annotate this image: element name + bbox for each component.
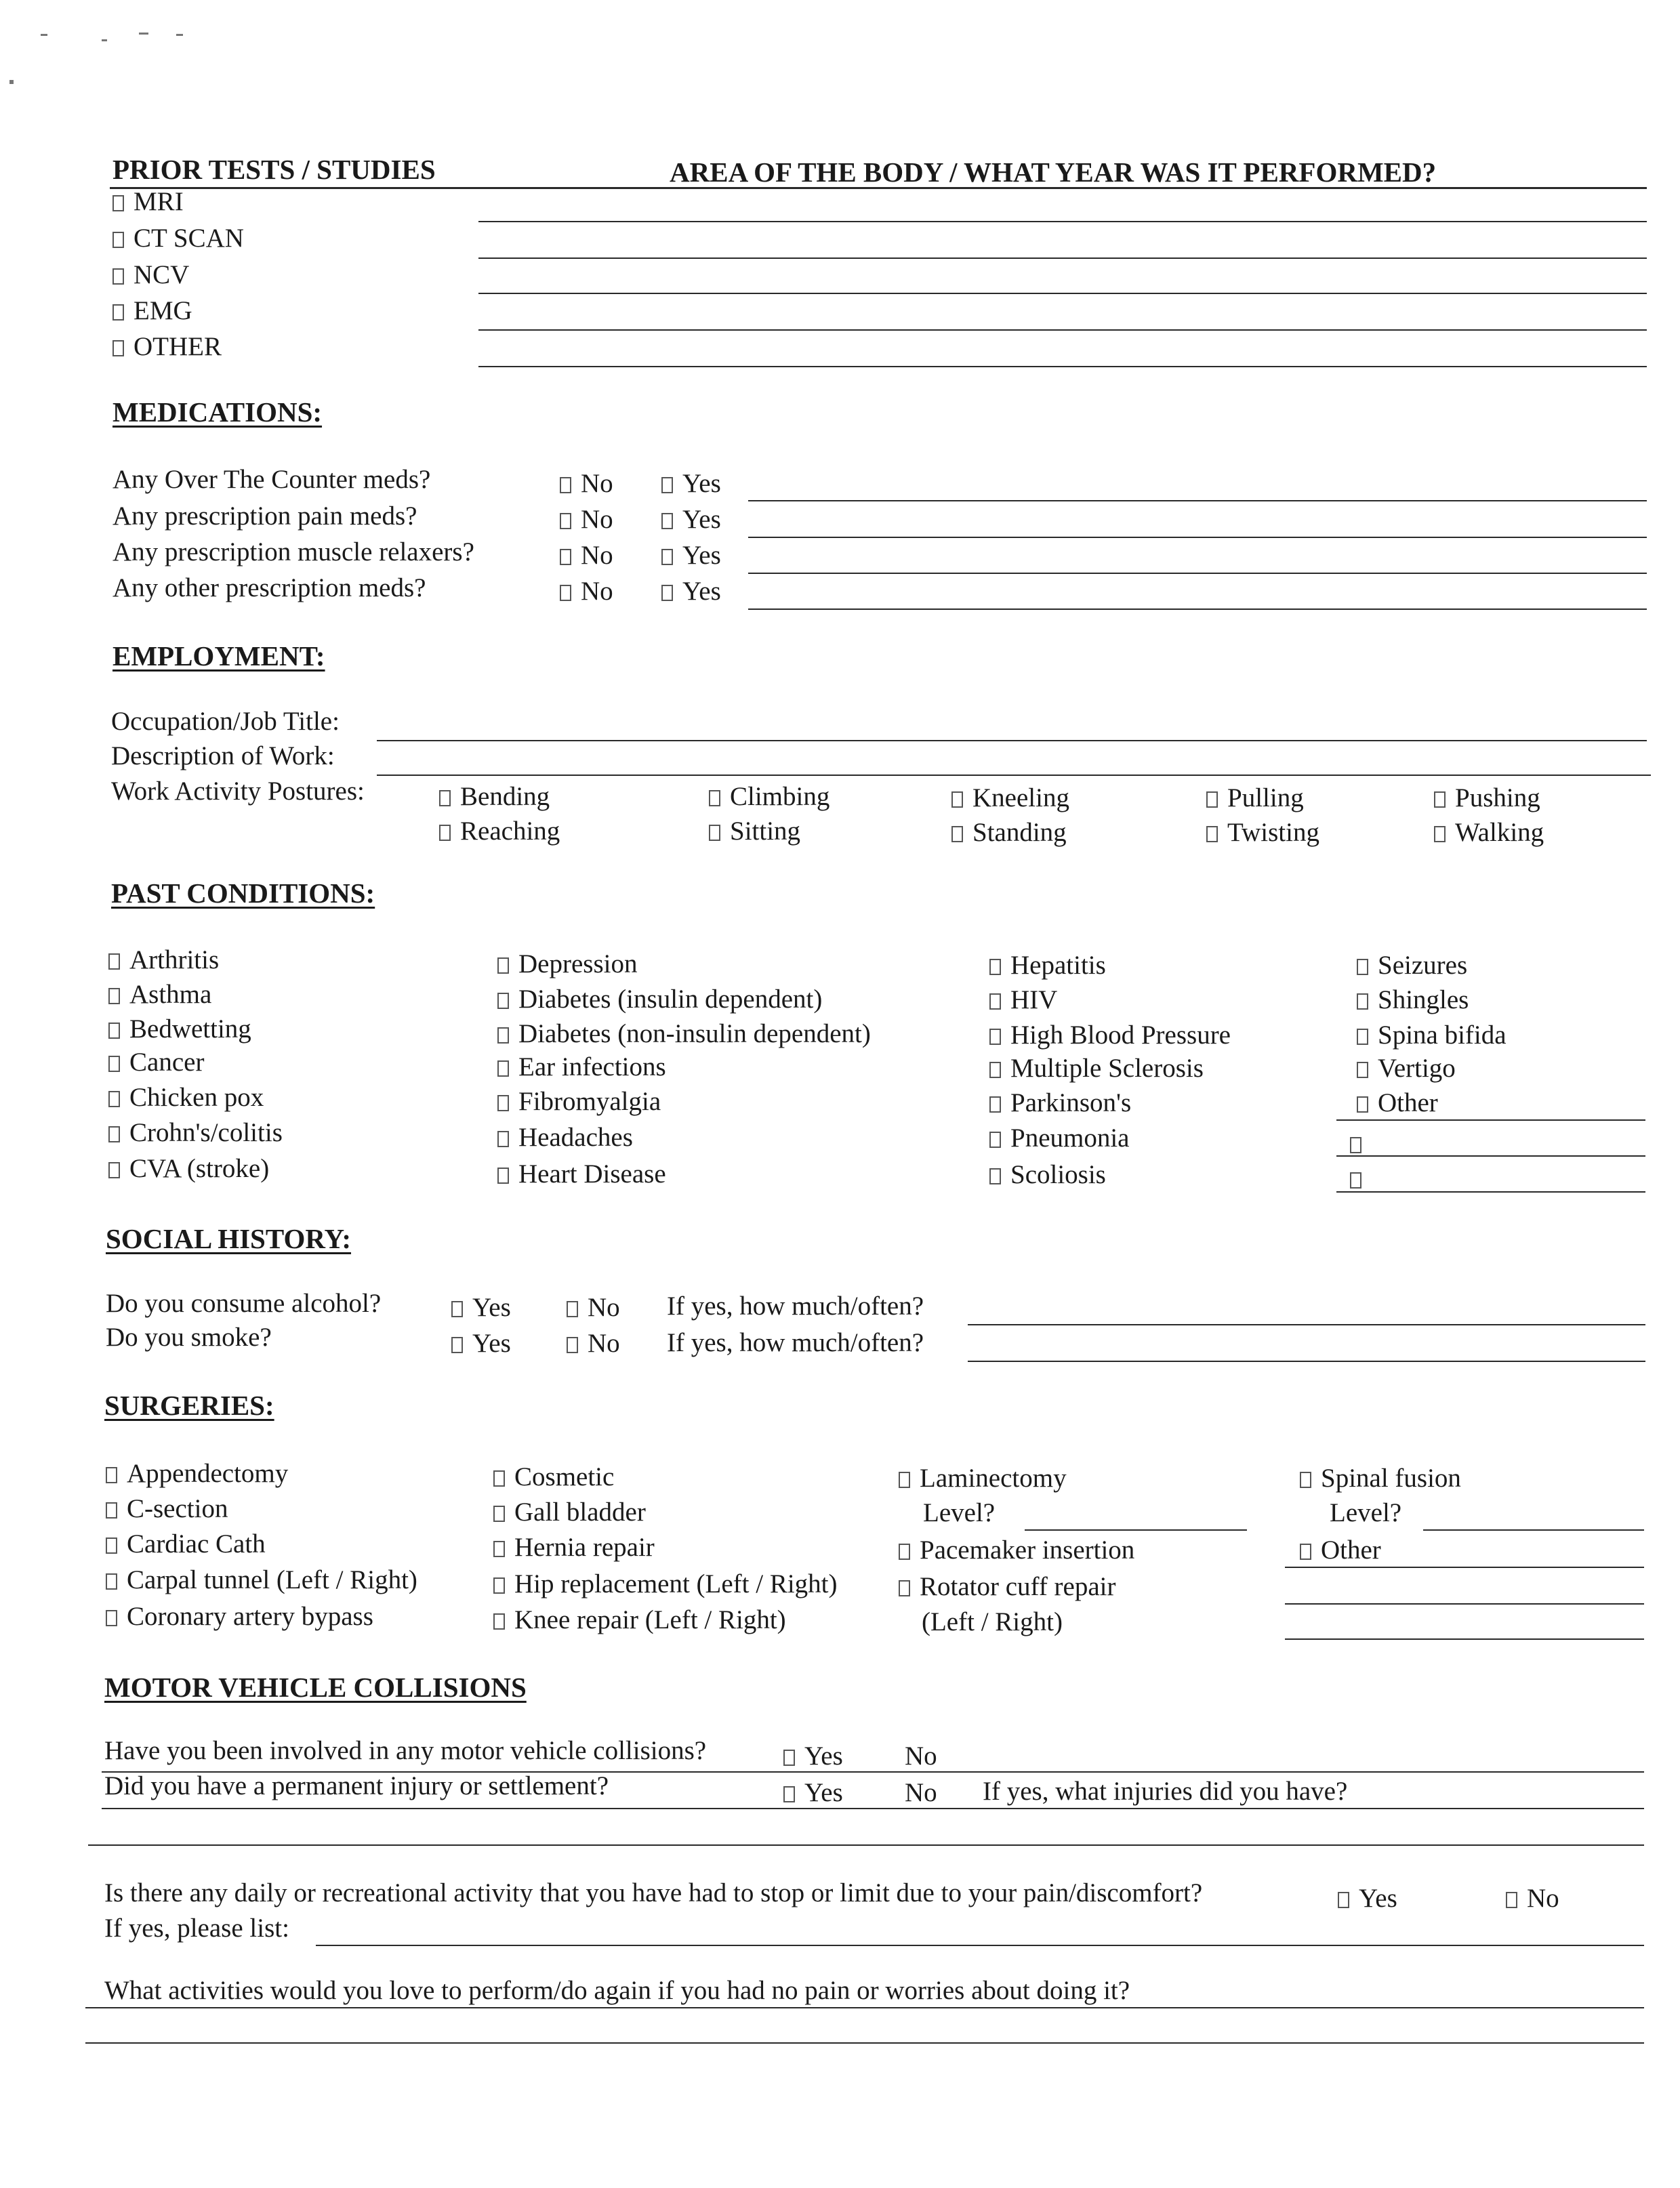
checkbox[interactable]: [661, 477, 673, 493]
surgery-option-spinal-fusion[interactable]: Spinal fusion: [1300, 1465, 1461, 1491]
condition-blank-option[interactable]: [1350, 1130, 1371, 1157]
checkbox[interactable]: [108, 1091, 120, 1107]
checkbox[interactable]: [989, 1062, 1001, 1078]
condition-other-line[interactable]: [1336, 1119, 1645, 1121]
alcohol-no-option[interactable]: No: [567, 1294, 620, 1321]
test-option-other[interactable]: OTHER: [112, 333, 222, 360]
checkbox[interactable]: [709, 790, 720, 806]
surgery-option[interactable]: Coronary artery bypass: [106, 1603, 373, 1630]
checkbox[interactable]: [783, 1750, 795, 1766]
med-question: Any prescription muscle relaxers?: [112, 537, 474, 566]
condition-other-line[interactable]: [1336, 1155, 1645, 1157]
past-conditions-heading: PAST CONDITIONS:: [111, 878, 375, 909]
checkbox[interactable]: [951, 791, 963, 808]
checkbox[interactable]: [106, 1502, 117, 1519]
scan-speck: [9, 80, 14, 84]
condition-option[interactable]: Pneumonia: [989, 1125, 1129, 1151]
checkbox[interactable]: [560, 549, 571, 565]
checkbox[interactable]: [884, 1786, 895, 1802]
med-question: Any prescription pain meds?: [112, 501, 417, 531]
checkbox[interactable]: [106, 1537, 117, 1554]
checkbox[interactable]: [439, 790, 451, 806]
laminectomy-level-line[interactable]: [1025, 1529, 1247, 1531]
smoke-question: Do you smoke?: [106, 1323, 272, 1352]
alcohol-followup-label: If yes, how much/often?: [667, 1292, 924, 1321]
checkbox[interactable]: [1506, 1892, 1517, 1908]
mvc-q1-no-option[interactable]: No: [884, 1743, 937, 1769]
desired-activities-line[interactable]: [85, 2042, 1644, 2044]
condition-option[interactable]: Depression: [497, 951, 637, 977]
checkbox[interactable]: [106, 1573, 117, 1590]
posture-option-kneeling[interactable]: Kneeling: [951, 785, 1069, 811]
posture-option-pulling[interactable]: Pulling: [1206, 785, 1304, 811]
social-history-heading: SOCIAL HISTORY:: [106, 1223, 352, 1254]
checkbox[interactable]: [497, 1131, 509, 1147]
checkbox[interactable]: [661, 513, 673, 529]
condition-option[interactable]: Arthritis: [108, 947, 219, 973]
checkbox[interactable]: [493, 1541, 505, 1557]
checkbox[interactable]: [451, 1301, 463, 1317]
checkbox[interactable]: [439, 825, 451, 841]
checkbox[interactable]: [108, 1023, 120, 1039]
surgery-other-line[interactable]: [1285, 1603, 1644, 1605]
med-yes-option[interactable]: Yes: [661, 578, 721, 604]
surgery-option[interactable]: Carpal tunnel (Left / Right): [106, 1567, 417, 1593]
checkbox[interactable]: [951, 826, 963, 842]
checkbox[interactable]: [899, 1580, 910, 1596]
scan-speck: [139, 33, 148, 35]
checkbox[interactable]: [1434, 826, 1446, 842]
test-option-ct-scan[interactable]: CT SCAN: [112, 225, 244, 251]
checkbox[interactable]: [106, 1467, 117, 1483]
med-no-option[interactable]: No: [560, 578, 613, 604]
test-answer-line[interactable]: [478, 329, 1647, 331]
smoke-yes-option[interactable]: Yes: [451, 1330, 511, 1357]
description-input-line[interactable]: [377, 775, 1651, 776]
checkbox[interactable]: [989, 1096, 1001, 1113]
activity-list-label: If yes, please list:: [104, 1914, 289, 1943]
checkbox[interactable]: [497, 1168, 509, 1184]
condition-option[interactable]: Scoliosis: [989, 1161, 1106, 1188]
checkbox[interactable]: [493, 1470, 505, 1487]
activity-yes-option[interactable]: Yes: [1338, 1885, 1397, 1912]
mvc-q1-yes-option[interactable]: Yes: [783, 1743, 843, 1769]
test-answer-line[interactable]: [478, 366, 1647, 367]
checkbox[interactable]: [493, 1506, 505, 1522]
med-no-option[interactable]: No: [560, 470, 613, 497]
alcohol-question: Do you consume alcohol?: [106, 1289, 382, 1318]
condition-option[interactable]: Fibromyalgia: [497, 1088, 661, 1115]
condition-option[interactable]: Hepatitis: [989, 952, 1106, 978]
activity-list-line[interactable]: [316, 1945, 1644, 1946]
checkbox[interactable]: [112, 268, 124, 285]
mvc-q2-yes-option[interactable]: Yes: [783, 1779, 843, 1806]
med-answer-line[interactable]: [748, 573, 1647, 574]
checkbox[interactable]: [108, 953, 120, 970]
description-label: Description of Work:: [111, 741, 335, 770]
test-option-mri[interactable]: MRI: [112, 188, 184, 215]
checkbox[interactable]: [989, 993, 1001, 1010]
surgery-option[interactable]: Hip replacement (Left / Right): [493, 1571, 838, 1597]
condition-option[interactable]: Cancer: [108, 1049, 204, 1075]
posture-option-bending[interactable]: Bending: [439, 783, 550, 810]
checkbox[interactable]: [661, 549, 673, 565]
test-answer-line[interactable]: [478, 257, 1647, 259]
employment-heading: EMPLOYMENT:: [112, 640, 325, 672]
occupation-input-line[interactable]: [377, 740, 1647, 741]
condition-option[interactable]: High Blood Pressure: [989, 1022, 1231, 1048]
surgery-option-laminectomy[interactable]: Laminectomy: [899, 1465, 1067, 1491]
checkbox[interactable]: [108, 1056, 120, 1072]
checkbox[interactable]: [1357, 993, 1368, 1010]
condition-option[interactable]: Seizures: [1357, 952, 1467, 978]
laminectomy-level-label: Level?: [923, 1498, 996, 1527]
surgery-option-other[interactable]: Other: [1300, 1537, 1381, 1563]
checkbox[interactable]: [112, 340, 124, 356]
checkbox[interactable]: [661, 585, 673, 601]
test-option-ncv[interactable]: NCV: [112, 262, 189, 288]
checkbox[interactable]: [560, 477, 571, 493]
checkbox[interactable]: [989, 959, 1001, 975]
mvc-question-1: Have you been involved in any motor vehicle collisions?: [104, 1736, 707, 1765]
med-answer-line[interactable]: [748, 537, 1647, 538]
checkbox[interactable]: [989, 1132, 1001, 1148]
checkbox[interactable]: [1434, 791, 1446, 808]
condition-option[interactable]: Chicken pox: [108, 1084, 264, 1111]
checkbox[interactable]: [1206, 791, 1218, 808]
condition-blank-option[interactable]: [1350, 1165, 1371, 1192]
test-answer-line[interactable]: [478, 221, 1647, 222]
condition-option[interactable]: Ear infections: [497, 1054, 666, 1080]
posture-option-sitting[interactable]: Sitting: [709, 818, 800, 844]
posture-option-pushing[interactable]: Pushing: [1434, 785, 1540, 811]
condition-option[interactable]: Heart Disease: [497, 1161, 666, 1187]
posture-option-climbing[interactable]: Climbing: [709, 783, 829, 810]
spinal-fusion-level-label: Level?: [1330, 1498, 1402, 1527]
alcohol-answer-line[interactable]: [968, 1324, 1645, 1325]
smoke-no-option[interactable]: No: [567, 1330, 620, 1357]
checkbox[interactable]: [783, 1786, 795, 1802]
mvc-answer-line[interactable]: [102, 1808, 1644, 1809]
checkbox[interactable]: [451, 1337, 463, 1353]
checkbox[interactable]: [899, 1472, 910, 1488]
activity-no-option[interactable]: No: [1506, 1885, 1559, 1912]
surgery-other-line[interactable]: [1285, 1567, 1644, 1568]
checkbox[interactable]: [560, 585, 571, 601]
surgeries-heading: SURGERIES:: [104, 1390, 274, 1421]
mvc-answer-line[interactable]: [88, 1844, 1644, 1846]
med-answer-line[interactable]: [748, 608, 1647, 610]
mvc-injuries-label: If yes, what injuries did you have?: [983, 1777, 1348, 1806]
checkbox[interactable]: [1300, 1544, 1311, 1560]
checkbox[interactable]: [493, 1577, 505, 1594]
posture-option-standing[interactable]: Standing: [951, 819, 1067, 846]
checkbox[interactable]: [1357, 1029, 1368, 1045]
med-no-option[interactable]: No: [560, 542, 613, 569]
mvc-heading: MOTOR VEHICLE COLLISIONS: [104, 1672, 527, 1703]
condition-option[interactable]: Diabetes (non-insulin dependent): [497, 1020, 871, 1047]
surgery-option[interactable]: Cosmetic: [493, 1464, 614, 1490]
smoke-followup-label: If yes, how much/often?: [667, 1328, 924, 1357]
posture-option-reaching[interactable]: Reaching: [439, 818, 560, 844]
checkbox[interactable]: [493, 1613, 505, 1630]
checkbox[interactable]: [989, 1168, 1001, 1184]
med-no-option[interactable]: No: [560, 506, 613, 533]
spinal-fusion-level-line[interactable]: [1423, 1529, 1644, 1531]
checkbox[interactable]: [1350, 1172, 1361, 1189]
surgery-other-line[interactable]: [1285, 1638, 1644, 1640]
checkbox[interactable]: [709, 825, 720, 841]
checkbox[interactable]: [112, 304, 124, 321]
surgery-option-rotator-cuff[interactable]: Rotator cuff repair: [899, 1573, 1116, 1600]
checkbox[interactable]: [497, 957, 509, 974]
surgery-option[interactable]: Cardiac Cath: [106, 1531, 266, 1557]
med-question: Any other prescription meds?: [112, 573, 426, 602]
checkbox[interactable]: [1206, 826, 1218, 842]
checkbox[interactable]: [497, 1095, 509, 1111]
checkbox[interactable]: [497, 1060, 509, 1077]
checkbox[interactable]: [497, 993, 509, 1009]
alcohol-yes-option[interactable]: Yes: [451, 1294, 511, 1321]
checkbox[interactable]: [112, 195, 124, 211]
surgery-option[interactable]: Gall bladder: [493, 1499, 646, 1525]
condition-option[interactable]: Multiple Sclerosis: [989, 1055, 1204, 1081]
checkbox[interactable]: [108, 1126, 120, 1142]
prior-tests-header-rule: [110, 187, 1647, 189]
checkbox[interactable]: [108, 988, 120, 1004]
condition-option[interactable]: Headaches: [497, 1124, 633, 1151]
checkbox[interactable]: [1350, 1137, 1361, 1153]
condition-option[interactable]: Diabetes (insulin dependent): [497, 986, 822, 1012]
posture-option-walking[interactable]: Walking: [1434, 819, 1544, 846]
activity-limit-question: Is there any daily or recreational activity that you have had to stop or limit due to your pain/discomfort?: [104, 1878, 1203, 1907]
checkbox[interactable]: [1338, 1892, 1349, 1908]
checkbox[interactable]: [560, 513, 571, 529]
area-year-heading: AREA OF THE BODY / WHAT YEAR WAS IT PERFORMED?: [670, 157, 1437, 188]
med-yes-option[interactable]: Yes: [661, 542, 721, 569]
checkbox[interactable]: [567, 1337, 578, 1353]
prior-tests-heading: PRIOR TESTS / STUDIES: [112, 154, 436, 185]
desired-activities-line[interactable]: [85, 2007, 1644, 2008]
surgery-option[interactable]: C-section: [106, 1495, 228, 1522]
condition-option[interactable]: Vertigo: [1357, 1055, 1456, 1081]
med-yes-option[interactable]: Yes: [661, 506, 721, 533]
checkbox[interactable]: [106, 1610, 117, 1626]
condition-option[interactable]: Crohn's/colitis: [108, 1119, 283, 1146]
medications-heading: MEDICATIONS:: [112, 396, 323, 428]
surgery-option-pacemaker[interactable]: Pacemaker insertion: [899, 1537, 1134, 1563]
mvc-q2-no-option[interactable]: No: [884, 1779, 937, 1806]
test-option-emg[interactable]: EMG: [112, 297, 192, 324]
desired-activities-question: What activities would you love to perform/do again if you had no pain or worries about doing it?: [104, 1976, 1130, 2005]
mvc-question-2: Did you have a permanent injury or settlement?: [104, 1771, 609, 1800]
surgery-option[interactable]: Appendectomy: [106, 1460, 288, 1487]
checkbox[interactable]: [1300, 1472, 1311, 1488]
checkbox[interactable]: [112, 232, 124, 248]
surgery-option[interactable]: Knee repair (Left / Right): [493, 1607, 786, 1633]
condition-option[interactable]: Other: [1357, 1090, 1438, 1116]
checkbox[interactable]: [1357, 959, 1368, 975]
condition-option[interactable]: Shingles: [1357, 987, 1469, 1013]
scan-speck: [41, 34, 47, 36]
checkbox[interactable]: [1357, 1062, 1368, 1078]
condition-option[interactable]: Asthma: [108, 981, 211, 1008]
scan-speck: [102, 39, 107, 41]
condition-option[interactable]: Bedwetting: [108, 1016, 251, 1042]
scan-speck: [176, 34, 183, 36]
surgery-option[interactable]: Hernia repair: [493, 1534, 655, 1561]
checkbox[interactable]: [497, 1027, 509, 1044]
condition-option[interactable]: CVA (stroke): [108, 1155, 269, 1182]
med-yes-option[interactable]: Yes: [661, 470, 721, 497]
posture-option-twisting[interactable]: Twisting: [1206, 819, 1319, 846]
condition-option[interactable]: Spina bifida: [1357, 1022, 1507, 1048]
med-answer-line[interactable]: [748, 500, 1647, 501]
postures-label: Work Activity Postures:: [111, 777, 365, 806]
checkbox[interactable]: [989, 1029, 1001, 1045]
checkbox[interactable]: [1357, 1096, 1368, 1113]
condition-option[interactable]: Parkinson's: [989, 1090, 1131, 1116]
checkbox[interactable]: [899, 1544, 910, 1560]
condition-option[interactable]: HIV: [989, 987, 1057, 1013]
checkbox[interactable]: [567, 1301, 578, 1317]
smoke-answer-line[interactable]: [968, 1361, 1645, 1362]
checkbox[interactable]: [884, 1750, 895, 1766]
test-answer-line[interactable]: [478, 293, 1647, 294]
occupation-label: Occupation/Job Title:: [111, 707, 340, 736]
med-question: Any Over The Counter meds?: [112, 465, 431, 494]
rotator-side-label: (Left / Right): [922, 1607, 1063, 1636]
condition-other-line[interactable]: [1336, 1191, 1645, 1193]
checkbox[interactable]: [108, 1162, 120, 1178]
